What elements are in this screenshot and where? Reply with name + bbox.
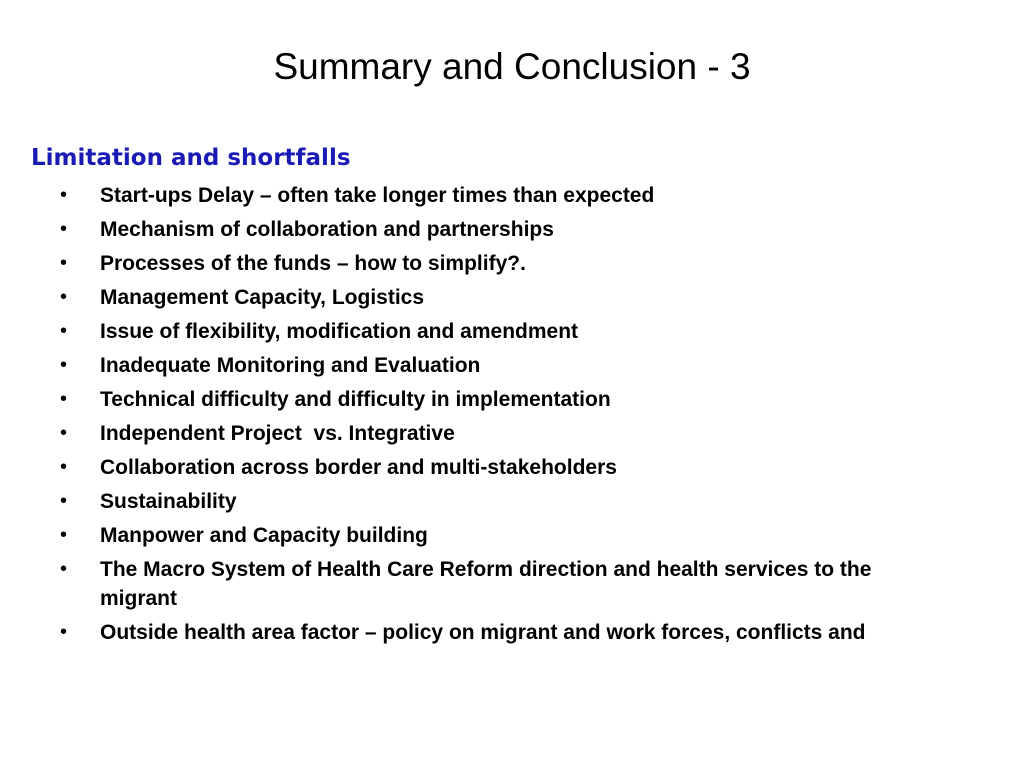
list-item <box>60 487 880 516</box>
bullet-icon: • <box>60 422 68 444</box>
bullet-icon: • <box>60 354 68 376</box>
list-item-text: Technical difficulty and difficulty in implementation <box>100 388 611 411</box>
bullet-icon: • <box>60 456 68 478</box>
list-item-text: Manpower and Capacity building <box>100 524 428 547</box>
list-item-text: Sustainability <box>100 490 237 513</box>
list-item <box>60 453 880 482</box>
list-item-text: Collaboration across border and multi-stakeholders <box>100 456 617 479</box>
list-item <box>60 181 880 210</box>
bullet-icon: • <box>60 558 68 580</box>
list-item-text: Outside health area factor – policy on migrant and work forces, conflicts and <box>100 621 866 644</box>
list-item <box>60 521 880 550</box>
list-item-text: Issue of flexibility, modification and amendment <box>100 320 579 343</box>
list-item <box>60 351 880 380</box>
list-item <box>60 215 880 244</box>
bullet-icon: • <box>60 388 68 410</box>
bullet-icon: • <box>60 286 68 308</box>
list-item-text: Inadequate Monitoring and Evaluation <box>100 354 481 377</box>
list-item <box>60 249 880 278</box>
list-item <box>60 419 880 448</box>
bullet-icon: • <box>60 524 68 546</box>
section-heading: Limitation and shortfalls <box>31 145 351 171</box>
bullet-icon: • <box>60 320 68 342</box>
list-item-text: Start-ups Delay – often take longer times than expected <box>100 184 655 207</box>
bullet-icon: • <box>60 252 68 274</box>
list-item <box>60 555 880 613</box>
list-item-text: Mechanism of collaboration and partnerships <box>100 218 554 241</box>
list-item <box>60 385 880 414</box>
list-item-text: The Macro System of Health Care Reform direction and health services to the migrant <box>100 558 872 610</box>
list-item <box>60 283 880 312</box>
bullet-icon: • <box>60 490 68 512</box>
list-item <box>60 317 880 346</box>
bullet-icon: • <box>60 218 68 240</box>
list-item-text: Independent Project vs. Integrative <box>100 422 455 445</box>
list-item <box>60 618 880 647</box>
slide-title: Summary and Conclusion - 3 <box>273 46 751 87</box>
bullet-list <box>60 181 960 652</box>
list-item-text: Management Capacity, Logistics <box>100 286 425 309</box>
list-item-text: Processes of the funds – how to simplify?. <box>100 252 526 275</box>
bullet-icon: • <box>60 621 68 643</box>
bullet-icon: • <box>60 184 68 206</box>
